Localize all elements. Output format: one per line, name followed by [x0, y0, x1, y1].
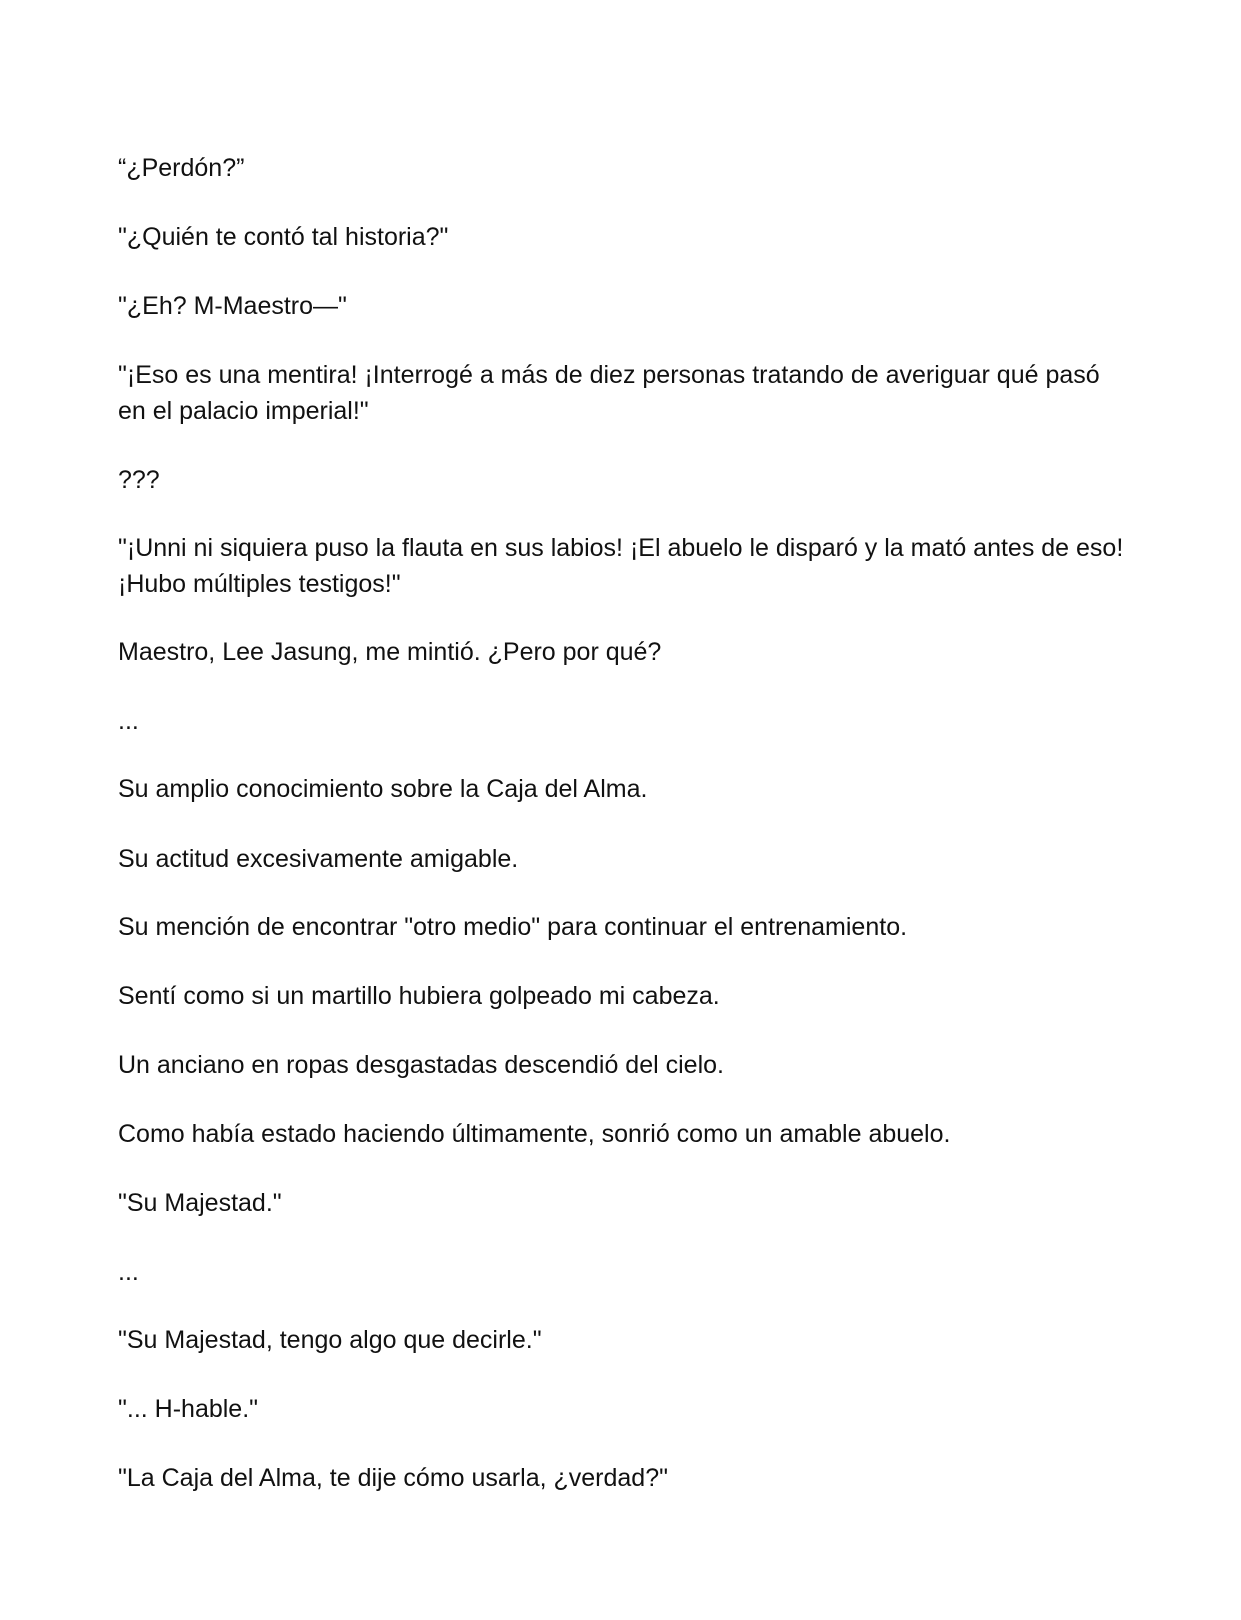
- paragraph: Su amplio conocimiento sobre la Caja del Alma.: [118, 775, 648, 803]
- paragraph: "Su Majestad, tengo algo que decirle.": [118, 1326, 542, 1354]
- paragraph: Maestro, Lee Jasung, me mintió. ¿Pero por qué?: [118, 638, 662, 666]
- paragraph: Sentí como si un martillo hubiera golpeado mi cabeza.: [118, 982, 720, 1010]
- paragraph: "Su Majestad.": [118, 1189, 282, 1217]
- paragraph: ???: [118, 466, 160, 494]
- paragraph: "¿Quién te contó tal historia?": [118, 223, 449, 251]
- paragraph: “¿Perdón?”: [118, 154, 245, 182]
- paragraph: "¡Eso es una mentira! ¡Interrogé a más de diez personas tratando de averiguar qué pasó en el palacio imperial!": [118, 361, 1100, 425]
- paragraph: Su actitud excesivamente amigable.: [118, 845, 519, 873]
- paragraph: ...: [118, 1258, 139, 1286]
- paragraph: "... H-hable.": [118, 1395, 259, 1423]
- paragraph: Un anciano en ropas desgastadas descendió del cielo.: [118, 1051, 724, 1079]
- paragraph: "¿Eh? M-Maestro—": [118, 292, 347, 320]
- paragraph: ...: [118, 707, 139, 735]
- paragraph: "¡Unni ni siquiera puso la flauta en sus labios! ¡El abuelo le disparó y la mató antes de eso! ¡Hubo múltiples testigos!": [118, 534, 1124, 598]
- paragraph: Como había estado haciendo últimamente, sonrió como un amable abuelo.: [118, 1120, 951, 1148]
- paragraph: "La Caja del Alma, te dije cómo usarla, ¿verdad?": [118, 1464, 668, 1492]
- paragraph: Su mención de encontrar "otro medio" para continuar el entrenamiento.: [118, 913, 908, 941]
